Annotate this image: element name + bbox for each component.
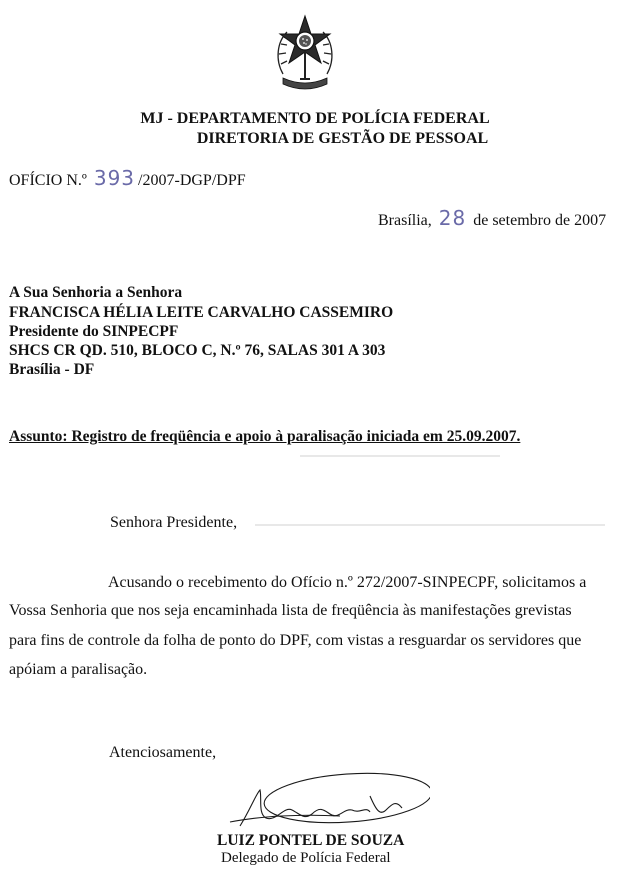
signature-icon bbox=[220, 770, 430, 834]
recipient-name: FRANCISCA HÉLIA LEITE CARVALHO CASSEMIRO bbox=[9, 304, 394, 321]
salutation: Senhora Presidente, bbox=[110, 514, 238, 531]
recipient-role: Presidente do SINPECPF bbox=[9, 323, 179, 340]
subject-line: Assunto: Registro de freqüência e apoio à paralisação iniciada em 25.09.2007. bbox=[9, 428, 521, 445]
date-city: Brasília, bbox=[378, 212, 432, 229]
body-line-3: para fins de controle da folha de ponto do DPF, com vistas a resguardar os servidores que bbox=[9, 632, 582, 649]
recipient-city: Brasília - DF bbox=[9, 361, 95, 378]
letterhead-ministry: MJ - DEPARTAMENTO DE POLÍCIA FEDERAL bbox=[140, 110, 490, 127]
date-day-handwritten: 28 bbox=[438, 206, 467, 230]
coat-of-arms-icon bbox=[273, 12, 337, 92]
recipient-salutation: A Sua Senhoria a Senhora bbox=[9, 284, 183, 301]
body-line-2: Vossa Senhoria que nos seja encaminhada lista de freqüência às manifestações grevistas bbox=[9, 602, 572, 619]
body-line-4: apóiam a paralisação. bbox=[9, 661, 148, 678]
oficio-number-handwritten: 393 bbox=[93, 166, 136, 190]
scan-noise bbox=[255, 524, 605, 526]
body-line-1: Acusando o recebimento do Ofício n.º 272/2007-SINPECPF, solicitamos a bbox=[108, 574, 587, 591]
recipient-address: SHCS CR QD. 510, BLOCO C, N.º 76, SALAS 301 A 303 bbox=[9, 342, 386, 359]
oficio-prefix: OFÍCIO N.º bbox=[9, 172, 87, 189]
signatory-title: Delegado de Polícia Federal bbox=[221, 850, 391, 866]
oficio-suffix: /2007-DGP/DPF bbox=[138, 172, 246, 189]
signatory-name: LUIZ PONTEL DE SOUZA bbox=[217, 832, 405, 849]
closing: Atenciosamente, bbox=[109, 744, 217, 761]
letterhead-directorate: DIRETORIA DE GESTÃO DE PESSOAL bbox=[196, 130, 489, 147]
oficio-reference bbox=[9, 166, 246, 190]
date-rest: de setembro de 2007 bbox=[473, 212, 607, 229]
scan-noise bbox=[300, 455, 500, 457]
date-line bbox=[378, 206, 606, 230]
